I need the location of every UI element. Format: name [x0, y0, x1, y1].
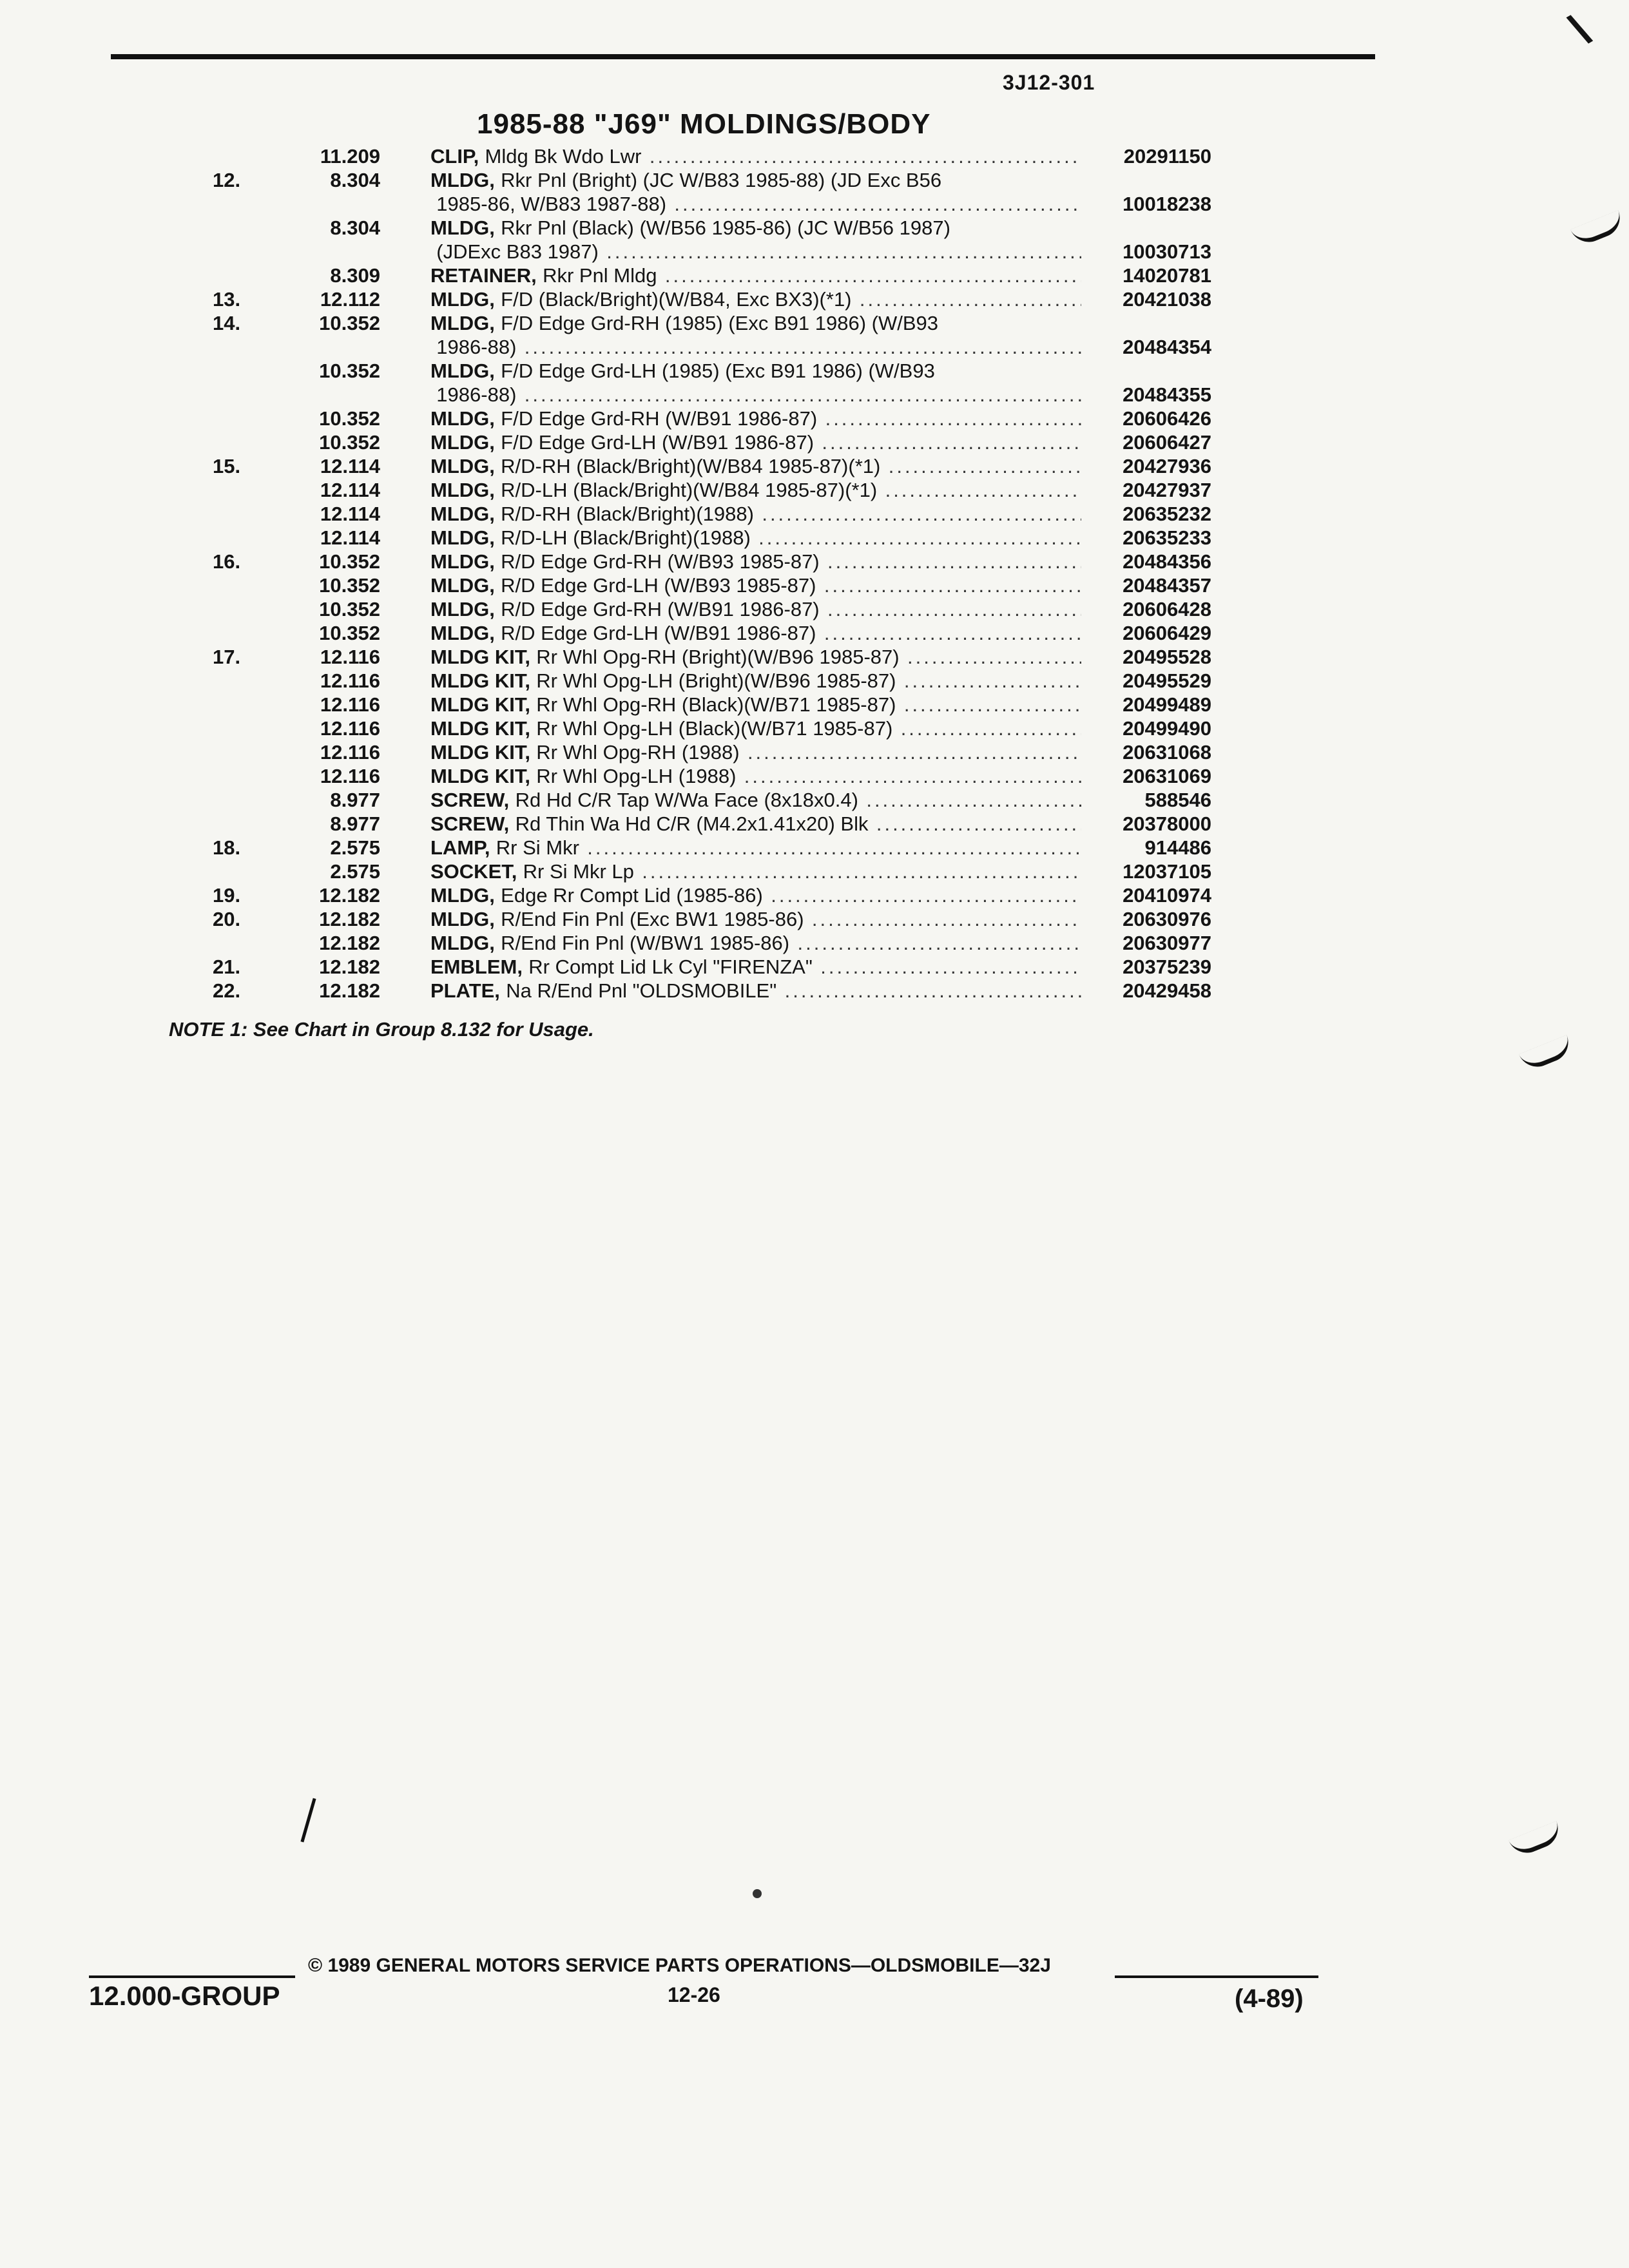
- part-description: [430, 764, 1081, 788]
- part-detail: 1985-86, W/B83 1987-88): [436, 193, 667, 215]
- part-description: [430, 955, 1081, 979]
- table-row: [0, 693, 1629, 716]
- group-number: 8.977: [330, 812, 380, 835]
- leader-dots: [824, 573, 1081, 597]
- ref-number: 17.: [213, 646, 241, 668]
- leader-dots: [822, 430, 1081, 454]
- part-description: [430, 669, 1081, 693]
- table-row: [0, 716, 1629, 740]
- part-description: [430, 383, 1081, 407]
- part-number: 20291150: [1123, 145, 1211, 168]
- part-description: [430, 287, 1081, 311]
- part-name: SCREW,: [430, 789, 510, 811]
- part-number: 12037105: [1123, 860, 1211, 883]
- group-number: 8.977: [330, 789, 380, 811]
- part-description: [430, 716, 1081, 740]
- group-number: 12.114: [320, 526, 380, 549]
- group-number: 12.116: [320, 717, 380, 740]
- ref-number: 20.: [213, 908, 241, 930]
- part-number: 20378000: [1123, 812, 1211, 835]
- leader-dots: [901, 716, 1081, 740]
- group-number: 12.114: [320, 503, 380, 525]
- group-number: 10.352: [319, 407, 380, 430]
- part-description: [430, 216, 1081, 240]
- part-detail: F/D (Black/Bright)(W/B84, Exc BX3)(*1): [501, 288, 852, 311]
- part-detail: F/D Edge Grd-RH (W/B91 1986-87): [501, 407, 818, 430]
- footer-group-label: 12.000-GROUP: [89, 1981, 280, 2011]
- leader-dots: [665, 264, 1081, 287]
- group-number: 12.114: [320, 479, 380, 501]
- group-number: 12.182: [319, 884, 380, 907]
- part-description: [430, 359, 1081, 383]
- part-detail: R/D-RH (Black/Bright)(W/B84 1985-87)(*1): [501, 455, 881, 477]
- ref-number: 12.: [213, 169, 241, 191]
- group-number: 12.116: [320, 741, 380, 764]
- part-description: [430, 550, 1081, 573]
- part-description: [430, 526, 1081, 550]
- part-number: 20499489: [1123, 693, 1211, 716]
- table-row: [0, 144, 1629, 168]
- parts-list: [0, 144, 1629, 1003]
- table-row: [0, 168, 1629, 192]
- table-row: [0, 740, 1629, 764]
- part-name: MLDG,: [430, 526, 495, 549]
- table-row: [0, 979, 1629, 1003]
- part-name: EMBLEM,: [430, 956, 523, 978]
- group-number: 8.304: [330, 169, 380, 191]
- part-detail: Rr Whl Opg-LH (Bright)(W/B96 1985-87): [536, 669, 896, 692]
- ref-number: 21.: [213, 956, 241, 978]
- group-number: 10.352: [319, 431, 380, 454]
- binder-hole-mark: [1509, 1821, 1564, 1859]
- leader-dots: [860, 287, 1081, 311]
- part-name: MLDG KIT,: [430, 741, 530, 764]
- ref-number: 16.: [213, 550, 241, 573]
- part-name: MLDG,: [430, 932, 495, 954]
- group-number: 12.182: [319, 908, 380, 930]
- leader-dots: [824, 621, 1081, 645]
- stray-pen-mark: [300, 1798, 316, 1843]
- corner-scribble: \: [1561, 5, 1598, 55]
- part-number: 20635232: [1123, 503, 1211, 525]
- header-rule: [111, 54, 1375, 59]
- table-row: [0, 216, 1629, 240]
- group-number: 8.304: [330, 216, 380, 239]
- part-detail: Rr Si Mkr Lp: [523, 860, 634, 883]
- table-row: [0, 192, 1629, 216]
- part-name: SCREW,: [430, 812, 510, 835]
- part-name: MLDG,: [430, 550, 495, 573]
- part-description: [430, 478, 1081, 502]
- leader-dots: [744, 764, 1081, 788]
- leader-dots: [587, 836, 1081, 860]
- part-detail: Rr Whl Opg-RH (Black)(W/B71 1985-87): [536, 693, 896, 716]
- part-number: 20635233: [1123, 526, 1211, 549]
- part-detail: R/D-RH (Black/Bright)(1988): [501, 503, 754, 525]
- part-description: [430, 454, 1081, 478]
- group-number: 12.182: [319, 932, 380, 954]
- part-description: [430, 335, 1081, 359]
- part-description: [430, 883, 1081, 907]
- part-description: [430, 597, 1081, 621]
- leader-dots: [904, 693, 1081, 716]
- table-row: [0, 359, 1629, 383]
- part-number: 20606429: [1123, 622, 1211, 644]
- table-row: [0, 645, 1629, 669]
- leader-dots: [827, 550, 1081, 573]
- usage-note: NOTE 1: See Chart in Group 8.132 for Usage.: [169, 1018, 594, 1041]
- part-number: 20484355: [1123, 383, 1211, 406]
- part-number: 20495529: [1123, 669, 1211, 692]
- part-detail: R/D Edge Grd-LH (W/B91 1986-87): [501, 622, 816, 644]
- table-row: [0, 812, 1629, 836]
- table-row: [0, 907, 1629, 931]
- group-number: 8.309: [330, 264, 380, 287]
- table-row: [0, 407, 1629, 430]
- part-detail: R/D-LH (Black/Bright)(1988): [501, 526, 751, 549]
- part-detail: Rkr Pnl (Bright) (JC W/B83 1985-88) (JD Exc B56: [501, 169, 942, 191]
- table-row: [0, 430, 1629, 454]
- group-number: 10.352: [319, 574, 380, 597]
- page-code: 3J12-301: [1003, 71, 1095, 94]
- part-detail: Edge Rr Compt Lid (1985-86): [501, 884, 763, 907]
- part-detail: R/D Edge Grd-LH (W/B93 1985-87): [501, 574, 816, 597]
- part-detail: Rkr Pnl Mldg: [543, 264, 657, 287]
- table-row: [0, 883, 1629, 907]
- part-detail: Rr Si Mkr: [496, 836, 579, 859]
- part-number: 20606426: [1123, 407, 1211, 430]
- part-name: MLDG KIT,: [430, 717, 530, 740]
- part-description: [430, 192, 1081, 216]
- part-name: MLDG KIT,: [430, 669, 530, 692]
- part-detail: Rd Thin Wa Hd C/R (M4.2x1.41x20) Blk: [515, 812, 869, 835]
- part-detail: F/D Edge Grd-LH (W/B91 1986-87): [501, 431, 815, 454]
- page-title: 1985-88 "J69" MOLDINGS/BODY: [477, 108, 931, 140]
- leader-dots: [889, 454, 1081, 478]
- part-detail: R/D Edge Grd-RH (W/B93 1985-87): [501, 550, 820, 573]
- footer-page-number: 12-26: [668, 1983, 720, 2006]
- group-number: 12.116: [320, 669, 380, 692]
- leader-dots: [820, 955, 1081, 979]
- part-description: [430, 311, 1081, 335]
- group-number: 10.352: [319, 360, 380, 382]
- leader-dots: [825, 407, 1081, 430]
- part-number: 14020781: [1123, 264, 1211, 287]
- leader-dots: [904, 669, 1081, 693]
- part-detail: Rkr Pnl (Black) (W/B56 1985-86) (JC W/B56 1987): [501, 216, 950, 239]
- part-detail: R/D-LH (Black/Bright)(W/B84 1985-87)(*1): [501, 479, 878, 501]
- table-row: [0, 621, 1629, 645]
- part-description: [430, 836, 1081, 860]
- part-name: MLDG KIT,: [430, 646, 530, 668]
- part-description: [430, 264, 1081, 287]
- part-description: [430, 788, 1081, 812]
- group-number: 2.575: [330, 836, 380, 859]
- leader-dots: [827, 597, 1081, 621]
- leader-dots: [866, 788, 1081, 812]
- leader-dots: [606, 240, 1081, 264]
- ref-number: 22.: [213, 979, 241, 1002]
- ref-number: 13.: [213, 288, 241, 311]
- footer-rule-left: [89, 1975, 295, 1978]
- table-row: [0, 287, 1629, 311]
- group-number: 12.112: [320, 288, 380, 311]
- part-number: 20631068: [1123, 741, 1211, 764]
- leader-dots: [907, 645, 1081, 669]
- footer-copyright: © 1989 GENERAL MOTORS SERVICE PARTS OPERATIONS—OLDSMOBILE—32J: [308, 1955, 1051, 1976]
- leader-dots: [812, 907, 1081, 931]
- group-number: 2.575: [330, 860, 380, 883]
- leader-dots: [525, 383, 1081, 407]
- group-number: 10.352: [319, 312, 380, 334]
- part-description: [430, 979, 1081, 1003]
- part-detail: Rr Whl Opg-RH (1988): [536, 741, 740, 764]
- ref-number: 15.: [213, 455, 241, 477]
- group-number: 12.116: [320, 765, 380, 787]
- part-number: 20606427: [1123, 431, 1211, 454]
- group-number: 12.182: [319, 956, 380, 978]
- part-detail: Rr Whl Opg-LH (Black)(W/B71 1985-87): [536, 717, 893, 740]
- part-number: 588546: [1144, 789, 1211, 811]
- part-name: MLDG,: [430, 431, 495, 454]
- part-number: 20427937: [1123, 479, 1211, 501]
- part-description: [430, 740, 1081, 764]
- part-name: MLDG,: [430, 288, 495, 311]
- part-detail: Rr Compt Lid Lk Cyl "FIRENZA": [528, 956, 813, 978]
- group-number: 12.116: [320, 693, 380, 716]
- part-number: 20484354: [1123, 336, 1211, 358]
- part-number: 20375239: [1123, 956, 1211, 978]
- part-detail: F/D Edge Grd-RH (1985) (Exc B91 1986) (W/B93: [501, 312, 938, 334]
- part-detail: R/End Fin Pnl (Exc BW1 1985-86): [501, 908, 804, 930]
- leader-dots: [650, 144, 1081, 168]
- part-detail: (JDExc B83 1987): [436, 240, 599, 263]
- table-row: [0, 597, 1629, 621]
- part-detail: 1986-88): [436, 383, 517, 406]
- table-row: [0, 383, 1629, 407]
- part-name: MLDG,: [430, 455, 495, 477]
- table-row: [0, 526, 1629, 550]
- part-number: 914486: [1144, 836, 1211, 859]
- table-row: [0, 454, 1629, 478]
- table-row: [0, 764, 1629, 788]
- leader-dots: [885, 478, 1081, 502]
- leader-dots: [771, 883, 1081, 907]
- binder-hole-mark: [1519, 1035, 1574, 1073]
- group-number: 12.182: [319, 979, 380, 1002]
- table-row: [0, 860, 1629, 883]
- part-number: 20630976: [1123, 908, 1211, 930]
- part-name: MLDG,: [430, 360, 495, 382]
- leader-dots: [525, 335, 1081, 359]
- table-row: [0, 836, 1629, 860]
- part-name: MLDG,: [430, 574, 495, 597]
- part-detail: Mldg Bk Wdo Lwr: [485, 145, 642, 168]
- table-row: [0, 335, 1629, 359]
- part-description: [430, 645, 1081, 669]
- table-row: [0, 669, 1629, 693]
- part-number: 20606428: [1123, 598, 1211, 620]
- leader-dots: [674, 192, 1081, 216]
- leader-dots: [758, 526, 1081, 550]
- part-description: [430, 812, 1081, 836]
- leader-dots: [747, 740, 1081, 764]
- group-number: 12.116: [320, 646, 380, 668]
- table-row: [0, 240, 1629, 264]
- part-number: 20429458: [1123, 979, 1211, 1002]
- footer-date-code: (4-89): [1235, 1984, 1304, 2013]
- part-detail: F/D Edge Grd-LH (1985) (Exc B91 1986) (W/B93: [501, 360, 935, 382]
- group-number: 10.352: [319, 622, 380, 644]
- leader-dots: [785, 979, 1081, 1003]
- part-number: 20631069: [1123, 765, 1211, 787]
- group-number: 12.114: [320, 455, 380, 477]
- part-name: CLIP,: [430, 145, 479, 168]
- part-name: SOCKET,: [430, 860, 517, 883]
- table-row: [0, 788, 1629, 812]
- part-number: 20410974: [1123, 884, 1211, 907]
- table-row: [0, 502, 1629, 526]
- part-description: [430, 693, 1081, 716]
- part-number: 20427936: [1123, 455, 1211, 477]
- group-number: 11.209: [320, 145, 380, 168]
- table-row: [0, 955, 1629, 979]
- table-row: [0, 573, 1629, 597]
- part-name: MLDG,: [430, 884, 495, 907]
- table-row: [0, 478, 1629, 502]
- table-row: [0, 264, 1629, 287]
- part-description: [430, 407, 1081, 430]
- part-name: MLDG,: [430, 407, 495, 430]
- part-name: RETAINER,: [430, 264, 537, 287]
- part-name: MLDG KIT,: [430, 693, 530, 716]
- leader-dots: [762, 502, 1081, 526]
- part-description: [430, 168, 1081, 192]
- part-description: [430, 621, 1081, 645]
- part-name: PLATE,: [430, 979, 500, 1002]
- part-description: [430, 502, 1081, 526]
- part-description: [430, 430, 1081, 454]
- ref-number: 18.: [213, 836, 241, 859]
- part-detail: Rr Whl Opg-LH (1988): [536, 765, 737, 787]
- part-detail: Na R/End Pnl "OLDSMOBILE": [506, 979, 777, 1002]
- footer-rule-right: [1115, 1975, 1318, 1978]
- table-row: [0, 931, 1629, 955]
- part-number: 20630977: [1123, 932, 1211, 954]
- part-detail: Rd Hd C/R Tap W/Wa Face (8x18x0.4): [515, 789, 858, 811]
- part-number: 20484356: [1123, 550, 1211, 573]
- part-number: 20495528: [1123, 646, 1211, 668]
- part-description: [430, 144, 1081, 168]
- part-name: MLDG,: [430, 908, 495, 930]
- part-name: MLDG,: [430, 479, 495, 501]
- part-description: [430, 907, 1081, 931]
- part-detail: R/End Fin Pnl (W/BW1 1985-86): [501, 932, 790, 954]
- part-number: 20484357: [1123, 574, 1211, 597]
- part-detail: 1986-88): [436, 336, 517, 358]
- table-row: [0, 550, 1629, 573]
- group-number: 10.352: [319, 550, 380, 573]
- leader-dots: [798, 931, 1081, 955]
- leader-dots: [642, 860, 1081, 883]
- part-description: [430, 240, 1081, 264]
- part-name: MLDG,: [430, 622, 495, 644]
- part-name: MLDG,: [430, 312, 495, 334]
- ref-number: 19.: [213, 884, 241, 907]
- part-description: [430, 573, 1081, 597]
- part-description: [430, 931, 1081, 955]
- part-detail: Rr Whl Opg-RH (Bright)(W/B96 1985-87): [536, 646, 900, 668]
- part-name: MLDG KIT,: [430, 765, 530, 787]
- part-detail: R/D Edge Grd-RH (W/B91 1986-87): [501, 598, 820, 620]
- ref-number: 14.: [213, 312, 241, 334]
- group-number: 10.352: [319, 598, 380, 620]
- part-name: LAMP,: [430, 836, 490, 859]
- part-name: MLDG,: [430, 216, 495, 239]
- table-row: [0, 311, 1629, 335]
- part-number: 10018238: [1123, 193, 1211, 215]
- leader-dots: [876, 812, 1081, 836]
- part-number: 10030713: [1123, 240, 1211, 263]
- ink-blot: [753, 1889, 762, 1898]
- part-number: 20421038: [1123, 288, 1211, 311]
- part-number: 20499490: [1123, 717, 1211, 740]
- part-name: MLDG,: [430, 598, 495, 620]
- part-description: [430, 860, 1081, 883]
- part-name: MLDG,: [430, 503, 495, 525]
- part-name: MLDG,: [430, 169, 495, 191]
